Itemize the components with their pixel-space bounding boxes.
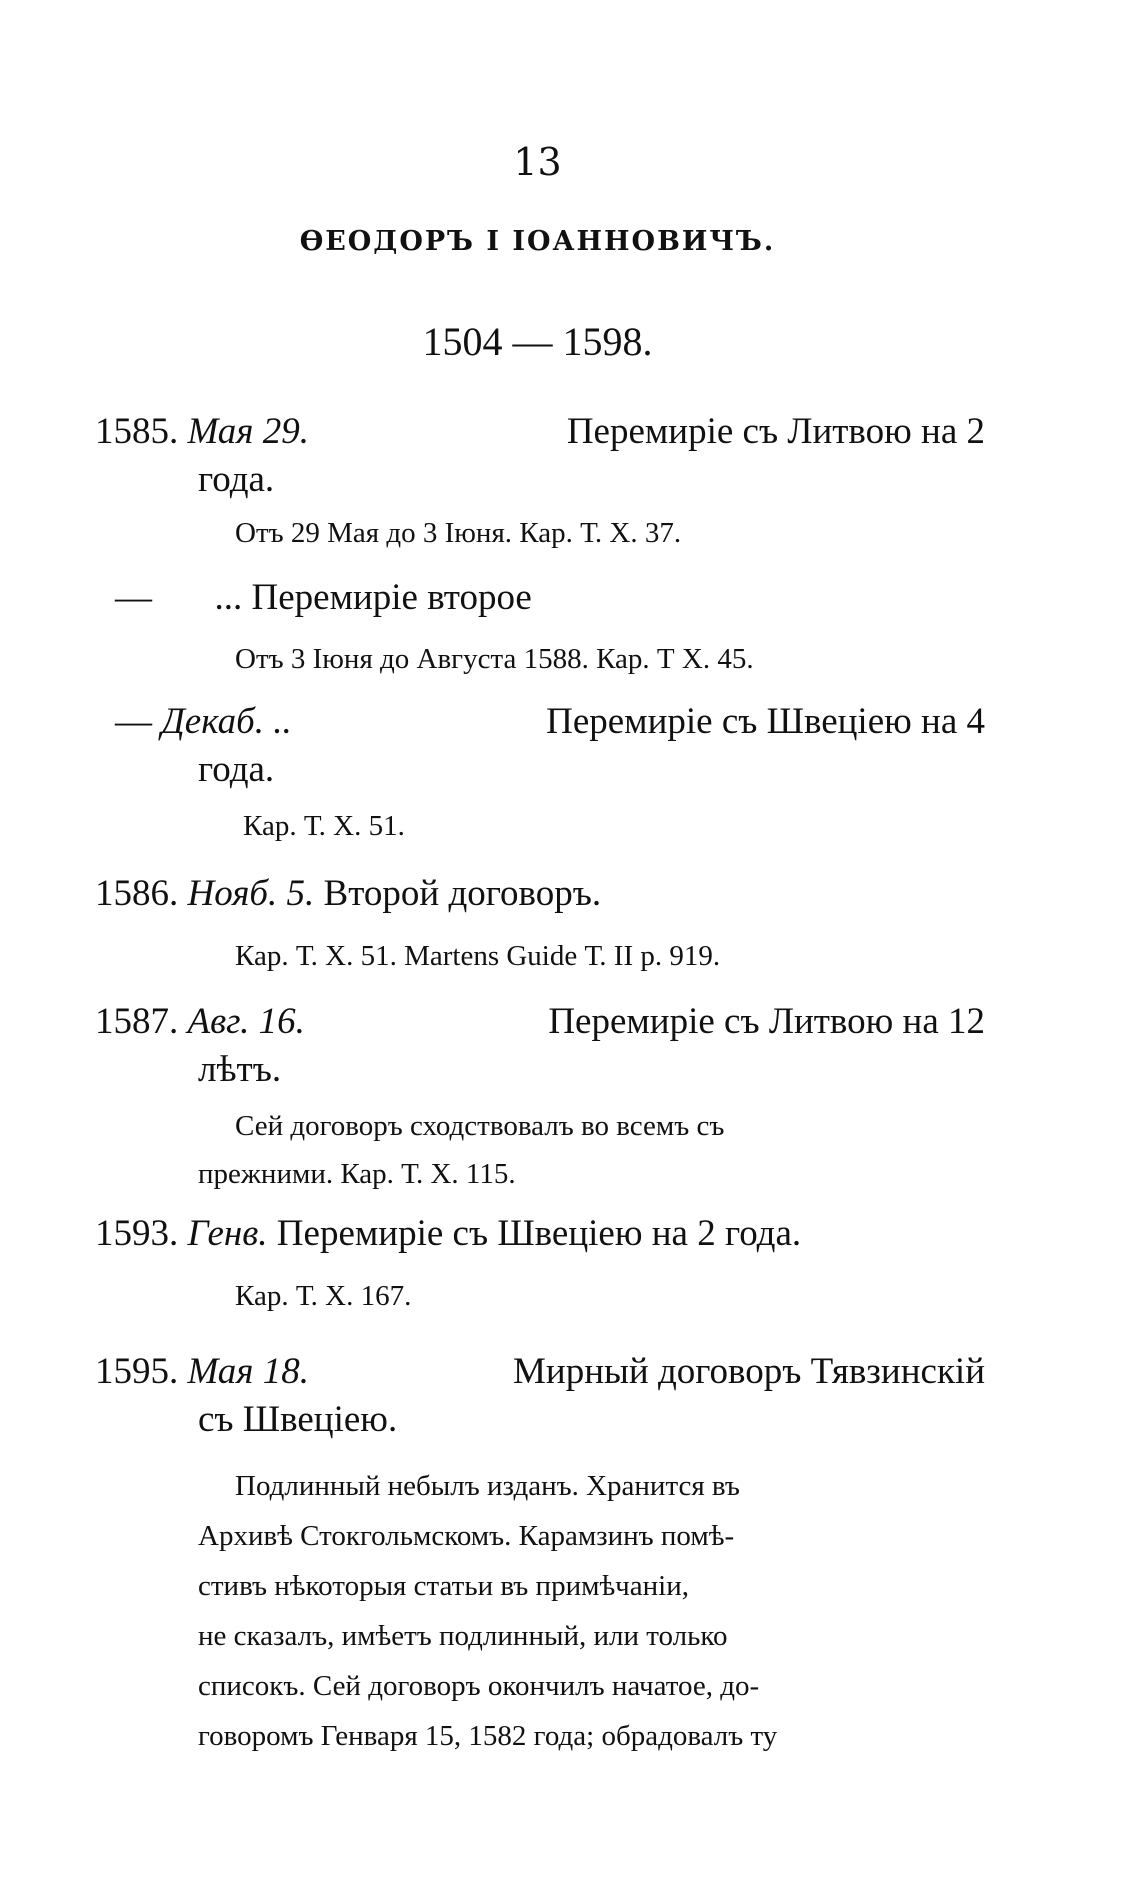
entry-note: Архивѣ Стокгольмскомъ. Карамзинъ помѣ-	[198, 1520, 735, 1552]
entry-note: Подлинный небылъ изданъ. Хранится въ	[235, 1470, 740, 1502]
entry-text-continued: съ Швеціею.	[198, 1399, 398, 1440]
entry-date: Генв.	[187, 1213, 268, 1254]
entry-dash: —	[115, 577, 152, 618]
entry-year: 1585.	[95, 411, 179, 452]
entry-year: 1595.	[95, 1351, 179, 1392]
entry-text: Перемиріе второе	[251, 577, 532, 618]
entry-1585-line-1	[95, 410, 985, 453]
entry-text-continued: года.	[198, 459, 275, 500]
entry-1593-line-1	[95, 1212, 801, 1255]
entry-1587-line-1	[95, 1000, 985, 1043]
entry-note: не сказалъ, имѣетъ подлинный, или только	[198, 1620, 728, 1652]
entry-date: Декаб. ..	[161, 701, 292, 742]
entry-note: списокъ. Сей договоръ окончилъ начатое, до-	[198, 1670, 760, 1702]
entry-date: Авг. 16.	[187, 1001, 305, 1042]
entry-1595-line-1	[95, 1350, 985, 1393]
running-title: ѲЕОДОРЪ I IОАННОВИЧЪ.	[299, 226, 776, 257]
entry-date: ...	[214, 577, 243, 618]
entry-text: Второй договоръ.	[323, 873, 602, 914]
entry-note: Кар. Т. Х. 167.	[235, 1280, 412, 1312]
entry-note: Сей договоръ сходствовалъ во всемъ съ	[235, 1110, 725, 1142]
entry-note: говоромъ Генваря 15, 1582 года; обрадовалъ ту	[198, 1720, 778, 1752]
entry-text: Перемиріе съ Швеціею на 2 года.	[276, 1213, 802, 1254]
entry-date: Нояб. 5.	[187, 873, 315, 914]
entry-date: Мая 29.	[187, 411, 309, 452]
entry-second-truce-line-1	[115, 576, 532, 619]
entry-text: Перемиріе съ Швеціею на 4	[546, 701, 985, 742]
entry-text: Перемиріе съ Литвою на 12	[548, 1001, 985, 1042]
entry-note: Отъ 29 Мая до 3 Іюня. Кар. Т. Х. 37.	[235, 517, 682, 549]
entry-note: стивъ нѣкоторыя статьи въ примѣчаніи,	[198, 1570, 689, 1602]
entry-text-continued: года.	[198, 749, 275, 790]
entry-year: 1587.	[95, 1001, 179, 1042]
entry-note: прежними. Кар. Т. Х. 115.	[198, 1158, 516, 1190]
entry-text-continued: лѣтъ.	[198, 1049, 282, 1090]
entry-note: Отъ 3 Іюня до Августа 1588. Кар. Т Х. 45.	[235, 643, 754, 675]
entry-note: Кар. Т. Х. 51.	[243, 810, 405, 842]
entry-text: Перемиріе съ Литвою на 2	[566, 411, 985, 452]
reign-years: 1504 — 1598.	[422, 319, 653, 364]
entry-year: 1593.	[95, 1213, 179, 1254]
page-number: 13	[513, 140, 562, 184]
entry-dash: —	[115, 701, 152, 742]
entry-dekab-line-1	[115, 700, 985, 743]
entry-year: 1586.	[95, 873, 179, 914]
entry-1586-line-1	[95, 872, 601, 915]
entry-note: Кар. Т. Х. 51. Martens Guide Т. II р. 919.	[235, 940, 721, 972]
entry-text: Мирный договоръ Тявзинскій	[513, 1351, 985, 1392]
entry-date: Мая 18.	[187, 1351, 309, 1392]
